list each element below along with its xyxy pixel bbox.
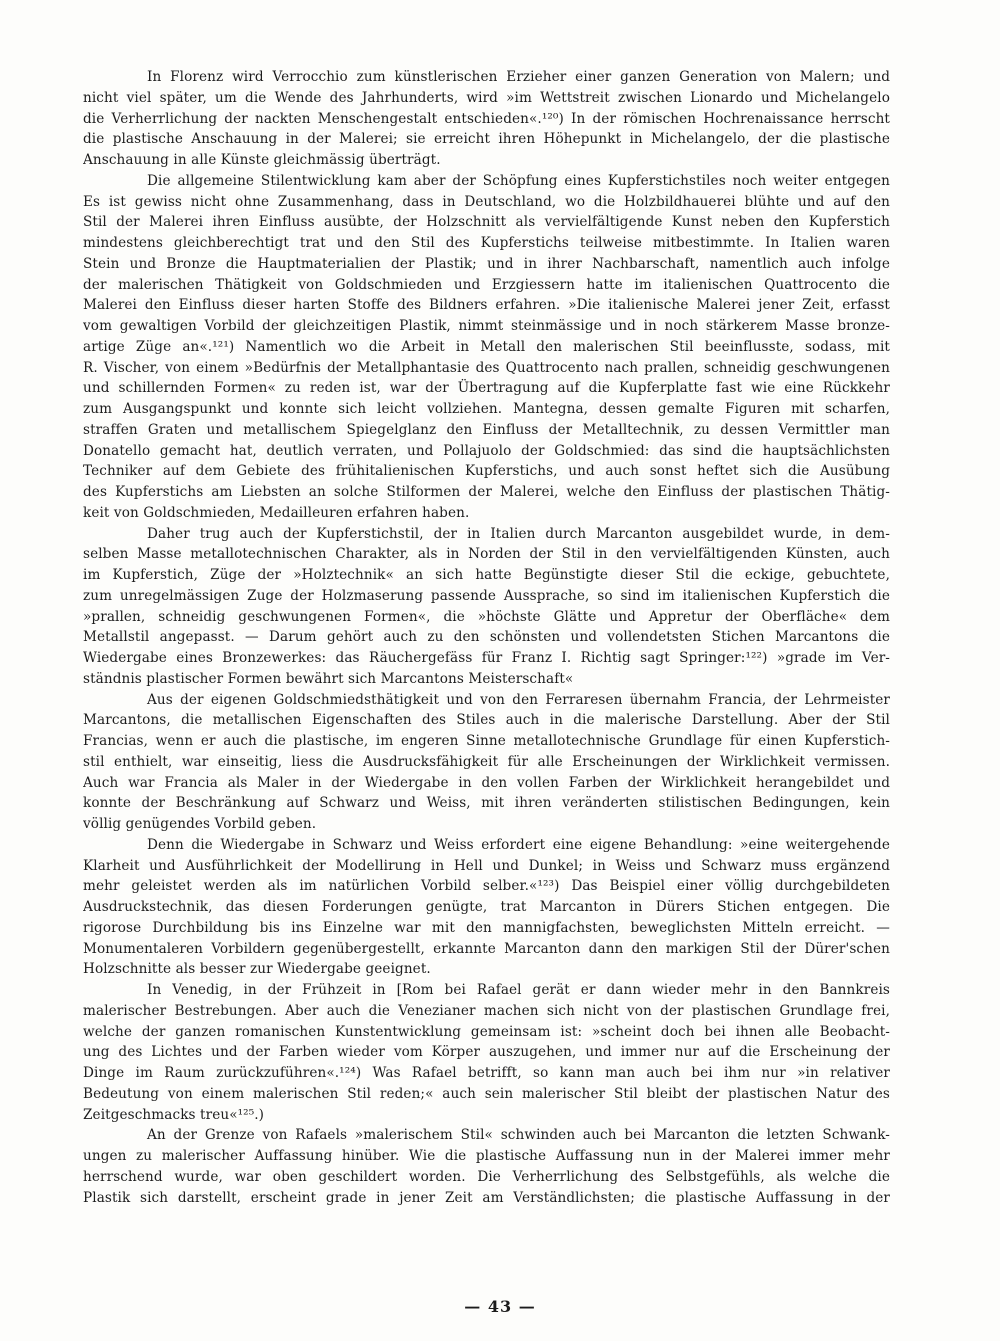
text-line: zum Ausgangspunkt und konnte sich leicht vollziehen. Mantegna, dessen gemalte Figuren mit scharfen, [83,401,890,417]
text-line: Techniker auf dem Gebiete des frühitalienischen Kupferstichs, und auch sonst heftet sich die Ausübung [83,463,890,480]
text-line: nicht viel später, um die Wende des Jahrhunderts, wird »im Wettstreit zwischen Lionardo und Michelangelo [83,89,890,106]
text-line: des Kupferstichs am Liebsten an solche Stilformen der Malerei, welche den Einfluss der plastischen Thätig- [83,484,890,500]
paragraph [83,67,890,171]
text-line: artige Züge an«.¹²¹) Namentlich wo die Arbeit in Metall den malerischen Stil beeinflusste, sodass, mit [83,338,890,355]
text-line: Zeitgeschmacks treu«¹²⁵.) [83,1106,265,1123]
text-line: die plastische Anschauung in der Malerei; sie erreicht ihren Höhepunkt in Michelangelo, der die plastische [83,131,890,148]
text-line: Marcantons, die metallischen Eigenschaften des Stiles auch in die malerische Darstellung. Aber der Stil [83,712,890,729]
text-line: zum unregelmässigen Zuge der Holzmaserung passende Aussprache, so sind im italienischen Kupferstich die [83,587,890,604]
text-line: In Florenz wird Verrocchio zum künstlerischen Erzieher einer ganzen Generation von Malern; und [147,69,890,85]
text-line: im Kupferstich, Züge der »Holztechnik« an sich hatte Begünstigte dieser Stil die eckige, gebuchtete, [83,567,890,583]
text-line: Metallstil angepasst. — Darum gehört auch zu den schönsten und vollendetsten Stichen Marcantons die [83,629,890,646]
text-line: malerischer Bestrebungen. Aber auch die Venezianer machen sich nicht von der plastischen Grundlage frei, [83,1002,890,1019]
text-line: Malerei den Einfluss dieser harten Stoffe des Bildners erfahren. »Die italienische Malerei jener Zeit, erfasst [83,297,890,314]
text-line: selben Masse metallotechnischen Charakter, als in Norden der Stil in den vervielfältigenden Künsten, auch [83,546,890,563]
text-line: Donatello gemacht hat, deutlich verraten, und Pollajuolo der Goldschmied: das sind die hauptsächlichsten [83,442,890,459]
text-line: ungen zu malerischer Auffassung hinüber. Wie die plastische Auffassung nun in der Malerei immer mehr [83,1148,890,1164]
text-line: Anschauung in alle Künste gleichmässig überträgt. [83,152,441,168]
text-line: Es ist gewiss nicht ohne Zusammenhang, dass in Deutschland, wo die Holzbildhauerei blühte und auf den [83,193,890,210]
text-line: Bedeutung von einem malerischen Stil reden;« auch sein malerischer Stil bleibt der plastischen Natur des [83,1085,890,1102]
text-line: Holzschnitte als besser zur Wiedergabe geeignet. [83,961,431,978]
text-line: Klarheit und Ausführlichkeit der Modellirung in Hell und Dunkel; in Weiss und Schwarz muss ergänzend [83,857,890,874]
text-line: der malerischen Thätigkeit von Goldschmieden und Erzgiessern hatte im italienischen Quattrocento die [83,276,890,293]
text-line: »prallen, schneidig geschwungenen Formen«, die »höchste Glätte und Appretur der Oberfläche« dem [83,608,890,625]
text-line: R. Vischer, von einem »Bedürfnis der Metallphantasie des Quattrocento nach prallen, schneidig geschwungenen [83,359,890,376]
text-line: konnte der Beschränkung auf Schwarz und Weiss, mit ihren veränderten stilistischen Bedingungen, kein [83,795,890,812]
text-line: völlig genügendes Vorbild geben. [83,816,317,832]
text-line: Dinge im Raum zurückzuführen«.¹²⁴) Was Rafael betrifft, so kann man auch bei ihm nur »in relativer [83,1065,890,1081]
text-line: und schillernden Formen« zu reden ist, war der Übertragung auf die Kupferplatte fast wie eine Rückkehr [83,380,890,397]
page-number: — 43 — [464,1297,536,1316]
text-line: An der Grenze von Rafaels »malerischem Stil« schwinden auch bei Marcanton die letzten Schwank- [147,1127,890,1144]
text-line: vom gewaltigen Vorbild der gleichzeitigen Plastik, nimmt steinmässige und in noch stärkerem Masse bronze- [83,318,890,334]
text-line: Stein und Bronze die Hauptmaterialien der Plastik; und in ihrer Nachbarschaft, namentlich auch infolge [83,255,890,272]
text-line: Wiedergabe eines Bronzewerkes: das Räuchergefäss für Franz I. Richtig sagt Springer:¹²²) »grade im Ver- [83,650,890,666]
text-line: Die allgemeine Stilentwicklung kam aber der Schöpfung eines Kupferstichstiles noch weiter entgegen [147,172,890,189]
text-line: In Venedig, in der Frühzeit in [Rom bei Rafael gerät er dann wieder mehr in den Bannkreis [147,982,890,998]
text-line: ung des Lichtes und der Farben wieder vom Körper auszugehen, und immer nur auf die Erscheinung der [83,1044,890,1061]
text-line: Aus der eigenen Goldschmiedsthätigkeit und von den Ferraresen übernahm Francia, der Lehrmeister [147,691,890,708]
paragraph [83,171,890,524]
body-text [83,67,890,1208]
text-line: Monumentaleren Vorbildern gegenübergestellt, erkannte Marcanton dann den markigen Stil der Dürer'schen [83,940,890,957]
text-line: Plastik sich darstellt, erscheint grade in jener Zeit am Verständlichsten; die plastische Auffassung in der [83,1189,890,1206]
text-line: keit von Goldschmieden, Medailleuren erfahren haben. [83,504,470,521]
paragraph [83,980,890,1125]
text-line: welche der ganzen romanischen Kunstentwicklung gemeinsam ist: »scheint doch bei ihnen alle Beobacht- [83,1023,890,1040]
text-line: Daher trug auch der Kupferstichstil, der in Italien durch Marcanton ausgebildet wurde, in dem- [147,525,890,542]
text-line: rigorose Durchbildung bis ins Einzelne war mit den mannigfachsten, beweglichsten Mitteln erreicht. — [83,919,890,936]
paragraph [83,835,890,980]
text-line: ständnis plastischer Formen bewährt sich Marcantons Meisterschaft« [83,670,574,687]
text-line: Ausdruckstechnik, das diesen Forderungen genügte, trat Marcanton in Dürers Stichen entgegen. Die [83,899,890,915]
paragraph [83,524,890,690]
paragraph [83,1125,890,1208]
text-line: mindestens gleichberechtigt trat und den Stil des Kupferstichs teilweise mitbestimmte. In Italien waren [83,235,890,251]
text-line: Francias, wenn er auch die plastische, im engeren Sinne metallotechnische Grundlage für einen Kupferstich- [83,733,890,749]
paragraph [83,690,890,835]
text-line: straffen Graten und metallischem Spiegelglanz den Einfluss der Metalltechnik, zu dessen Vermittler man [83,421,890,438]
text-line: herrschend wurde, war oben geschildert worden. Die Verherrlichung des Selbstgefühls, als welche die [83,1168,890,1185]
text-line: Auch war Francia als Maler in der Wiedergabe in den vollen Farben der Wirklichkeit herangebildet und [83,774,890,791]
text-line: die Verherrlichung der nackten Menschengestalt entschieden«.¹²⁰) In der römischen Hochrenaissance herrscht [83,110,890,127]
text-line: Stil der Malerei ihren Einfluss ausübte, der Holzschnitt als vervielfältigende Kunst neben den Kupferstich [83,214,890,231]
text-line: mehr geleistet werden als im natürlichen Vorbild selber.«¹²³) Das Beispiel einer völlig durchgebildeten [83,878,890,895]
text-line: stil enthielt, war einseitig, liess die Ausdrucksfähigkeit für alle Erscheinungen der Wirklichkeit vermissen. [83,753,890,770]
text-line: Denn die Wiedergabe in Schwarz und Weiss erfordert eine eigene Behandlung: »eine weitergehende [147,836,890,853]
